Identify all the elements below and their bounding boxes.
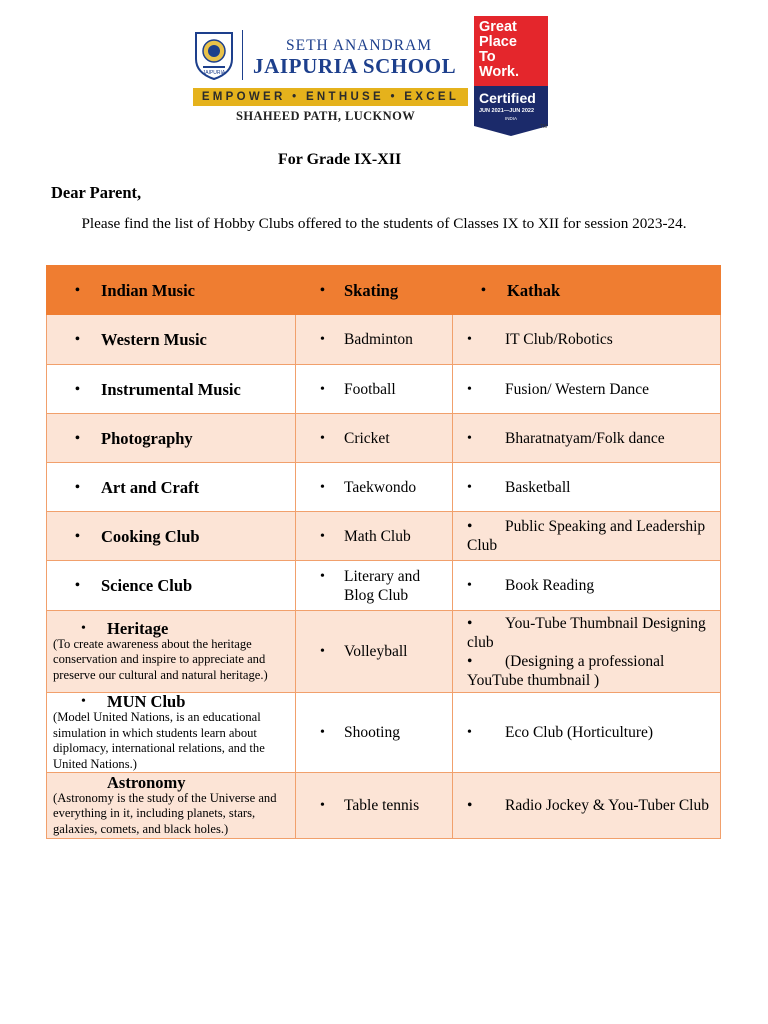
school-crest-icon: [193, 29, 235, 81]
table-row: [47, 611, 721, 693]
table-cell: [296, 693, 453, 773]
bullet-icon: •: [75, 332, 80, 347]
badge-title-line: Place: [479, 34, 517, 50]
club-name: Radio Jockey & You-Tuber Club: [505, 797, 709, 814]
club-description: (Model United Nations, is an educational simulation in which students learn about diplomacy, international relations, and the United Nations.): [53, 710, 265, 771]
bullet-icon: •: [467, 652, 473, 670]
club-name: Public Speaking and Leadership Club: [467, 518, 706, 554]
club-name: Photography: [101, 428, 193, 448]
table-cell: [296, 611, 453, 693]
table-cell: [47, 773, 296, 839]
club-name: Astronomy: [107, 772, 186, 792]
grade-heading: For Grade IX-XII: [278, 151, 402, 168]
table-row: [47, 315, 721, 365]
table-cell: [296, 315, 453, 365]
bullet-icon: •: [320, 725, 325, 740]
bullet-icon: •: [320, 798, 325, 813]
bullet-icon: •: [467, 518, 473, 535]
bullet-icon: •: [81, 620, 86, 636]
club-note: (Designing a professional YouTube thumbnail ): [467, 652, 665, 689]
table-cell: [453, 463, 721, 512]
bullet-icon: •: [75, 430, 80, 446]
club-name: Cricket: [344, 429, 390, 447]
bullet-icon: •: [81, 694, 86, 709]
badge-title: [479, 20, 547, 80]
club-name: Shooting: [344, 724, 400, 741]
bullet-icon: •: [467, 381, 472, 397]
table-cell: [453, 611, 721, 693]
club-name: Taekwondo: [344, 478, 417, 496]
bullet-icon: •: [320, 282, 325, 298]
motto-band: [193, 88, 468, 106]
club-name: Kathak: [507, 280, 561, 300]
greeting: Dear Parent,: [51, 183, 142, 202]
bullet-icon: •: [320, 430, 325, 446]
table-cell: [47, 611, 296, 693]
bullet-icon: •: [75, 381, 80, 397]
club-name: MUN Club: [107, 692, 186, 711]
table-cell: [47, 512, 296, 561]
badge-title-line: Great: [479, 19, 517, 35]
table-cell: [47, 315, 296, 365]
table-row: [47, 463, 721, 512]
school-name-line1: SETH ANANDRAM: [286, 37, 433, 54]
badge-title-line: Work.: [479, 64, 520, 80]
table-cell: [453, 512, 721, 561]
bullet-icon: •: [320, 381, 325, 397]
club-name: Book Reading: [505, 577, 595, 594]
bullet-icon: •: [320, 332, 325, 347]
club-name: Instrumental Music: [101, 379, 241, 399]
badge-trademark: TM: [540, 124, 548, 130]
badge-country: INDIA: [505, 116, 518, 121]
club-name: Western Music: [101, 330, 207, 349]
logo-divider: [242, 30, 243, 80]
table-header-row: [47, 266, 721, 315]
bullet-icon: •: [467, 430, 472, 446]
table-cell: [453, 561, 721, 611]
table-cell: [296, 266, 453, 315]
bullet-icon: •: [320, 479, 325, 495]
table-cell: [47, 266, 296, 315]
motto-text: EMPOWER • ENTHUSE • EXCEL: [201, 91, 460, 103]
club-name: Volleyball: [344, 643, 408, 660]
badge-dates: JUN 2021—JUN 2022: [479, 108, 535, 114]
club-name: Science Club: [101, 576, 193, 595]
table-row: [47, 512, 721, 561]
badge-pennant-tip: [474, 126, 548, 136]
bullet-icon: •: [75, 479, 80, 495]
table-cell: [453, 365, 721, 414]
bullet-icon: •: [467, 578, 472, 593]
table-cell: [296, 561, 453, 611]
bullet-icon: •: [320, 644, 325, 659]
club-name: Football: [344, 380, 396, 398]
table-cell: [453, 693, 721, 773]
table-cell: [296, 463, 453, 512]
bullet-icon: •: [467, 797, 473, 814]
table-cell: [47, 561, 296, 611]
club-description: (Astronomy is the study of the Universe and everything in it, including planets, stars, galaxies, comets, and black holes.): [53, 790, 277, 836]
club-name: Table tennis: [344, 797, 420, 814]
club-description: (To create awareness about the heritage conservation and inspire to appreciate and preserve our cultural and natural heritage.): [53, 636, 268, 682]
hobby-clubs-table: [46, 265, 721, 839]
bullet-icon: •: [467, 479, 472, 495]
table-cell: [47, 414, 296, 463]
school-name-line2: JAIPURIA SCHOOL: [253, 54, 457, 78]
bullet-icon: •: [320, 568, 325, 584]
club-name: Skating: [344, 280, 399, 300]
table-cell: [47, 463, 296, 512]
table-row: [47, 365, 721, 414]
club-name: Cooking Club: [101, 526, 200, 546]
bullet-icon: •: [75, 528, 80, 544]
club-name: IT Club/Robotics: [505, 331, 613, 348]
bullet-icon: •: [467, 725, 472, 740]
bullet-icon: •: [320, 528, 325, 544]
club-name: Fusion/ Western Dance: [505, 380, 649, 398]
club-name: Heritage: [107, 618, 169, 638]
club-name: Literary and Blog Club: [344, 567, 421, 604]
table-cell: [296, 365, 453, 414]
table-cell: [47, 693, 296, 773]
bullet-icon: •: [75, 282, 80, 298]
club-name: Indian Music: [101, 280, 195, 300]
bullet-icon: •: [467, 614, 473, 632]
table-cell: [296, 512, 453, 561]
table-cell: [296, 773, 453, 839]
club-name: Bharatnatyam/Folk dance: [505, 429, 665, 447]
table-cell: [453, 315, 721, 365]
table-row: [47, 773, 721, 839]
table-cell: [453, 773, 721, 839]
bullet-icon: •: [481, 282, 486, 298]
club-name: Eco Club (Horticulture): [505, 724, 654, 741]
club-name: Basketball: [505, 478, 571, 496]
club-name: Badminton: [344, 331, 413, 348]
club-name: Art and Craft: [101, 477, 200, 497]
table-row: [47, 414, 721, 463]
club-name: You-Tube Thumbnail Designing club: [467, 614, 706, 651]
bullet-icon: •: [467, 332, 472, 347]
bullet-icon: •: [75, 578, 80, 593]
table-cell: [47, 365, 296, 414]
badge-certified: Certified: [479, 90, 536, 106]
table-row: [47, 561, 721, 611]
school-address: SHAHEED PATH, LUCKNOW: [236, 109, 416, 123]
table-row: [47, 693, 721, 773]
crest-text: JAIPURIA: [202, 70, 226, 76]
table-cell: [453, 266, 721, 315]
club-name: Math Club: [344, 527, 411, 545]
intro-paragraph: Please find the list of Hobby Clubs offered to the students of Classes IX to XII for session 2023-24.: [81, 215, 687, 232]
table-cell: [453, 414, 721, 463]
table-cell: [296, 414, 453, 463]
badge-title-line: To: [479, 49, 496, 65]
